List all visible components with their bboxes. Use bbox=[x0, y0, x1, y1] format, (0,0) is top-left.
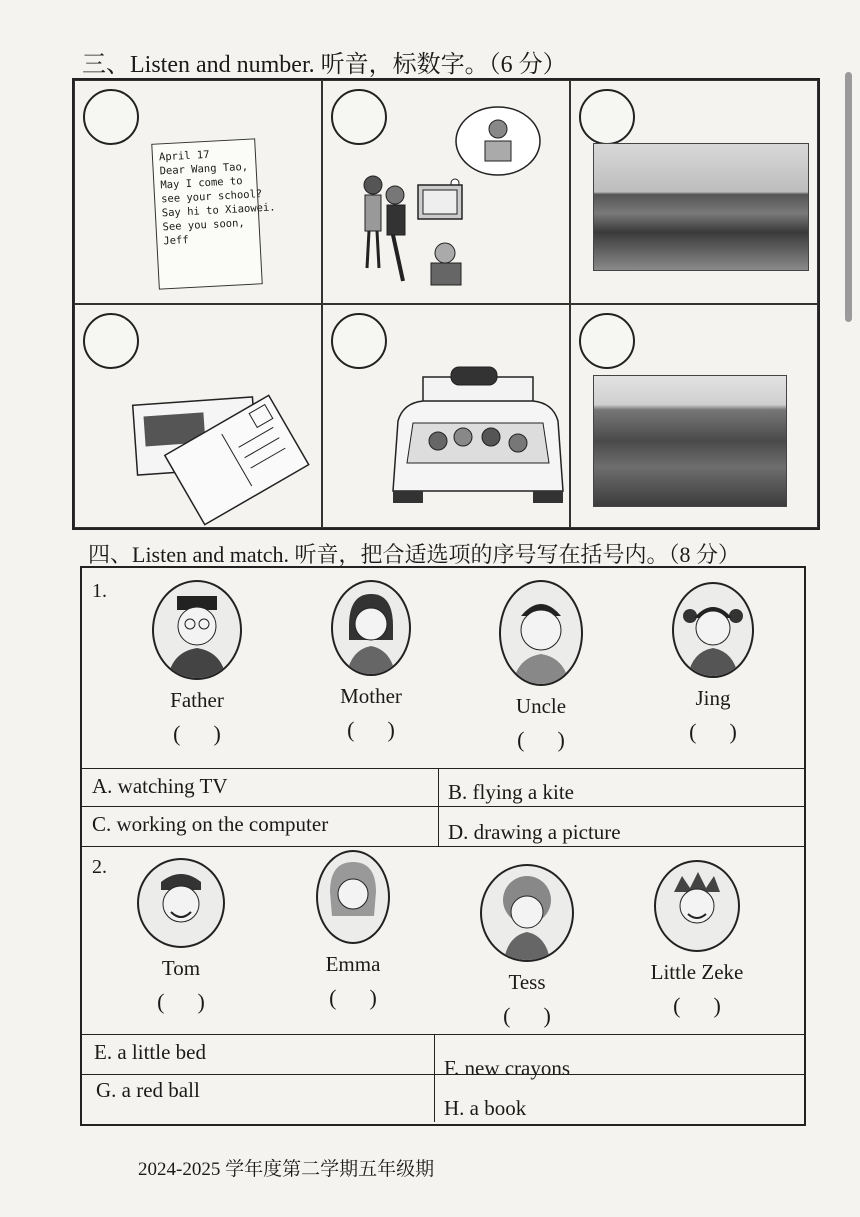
letter-line: May I come to bbox=[160, 175, 243, 192]
group-1-number: 1. bbox=[92, 580, 107, 602]
option-divider bbox=[434, 1034, 435, 1122]
answer-blank[interactable]: ( ) bbox=[689, 719, 737, 744]
picture-computer-kids bbox=[322, 80, 570, 304]
person-emma bbox=[278, 850, 428, 1011]
picture-letter bbox=[74, 80, 322, 304]
answer-blank[interactable]: ( ) bbox=[673, 993, 721, 1018]
person-name: Mother bbox=[340, 684, 402, 708]
option-c: C. working on the computer bbox=[92, 812, 329, 836]
tom-portrait bbox=[137, 858, 225, 948]
letter-line: Say hi to Xiaowei. bbox=[161, 201, 276, 220]
group-2-number: 2. bbox=[92, 856, 107, 878]
number-circle[interactable] bbox=[579, 89, 635, 145]
answer-blank[interactable]: ( ) bbox=[173, 721, 221, 746]
person-little-zeke bbox=[622, 860, 772, 1019]
answer-blank[interactable]: ( ) bbox=[347, 717, 395, 742]
picture-tiananmen bbox=[570, 80, 818, 304]
number-circle[interactable] bbox=[579, 313, 635, 369]
family-car-illustration bbox=[363, 331, 570, 521]
listen-number-grid bbox=[72, 78, 820, 530]
letter-line: see your school? bbox=[160, 188, 263, 206]
tiananmen-photo bbox=[593, 143, 809, 271]
letter-line: Jeff bbox=[163, 234, 189, 248]
divider bbox=[82, 846, 804, 847]
picture-postcard bbox=[74, 304, 322, 528]
letter-line: See you soon, bbox=[162, 217, 246, 234]
tess-portrait bbox=[480, 864, 574, 962]
divider bbox=[82, 806, 804, 807]
option-d: D. drawing a picture bbox=[448, 820, 621, 844]
person-uncle bbox=[466, 580, 616, 753]
letter-line: Dear Wang Tao, bbox=[159, 160, 249, 178]
option-e: E. a little bed bbox=[94, 1040, 206, 1064]
person-tess bbox=[452, 864, 602, 1029]
person-father bbox=[122, 580, 272, 747]
option-a: A. watching TV bbox=[92, 774, 228, 798]
person-name: Emma bbox=[325, 952, 381, 976]
father-portrait bbox=[152, 580, 242, 680]
computer-kids-illustration bbox=[333, 93, 563, 303]
section-3-title: 三、Listen and number. 听音，标数字。（6 分） bbox=[82, 52, 567, 78]
emma-portrait bbox=[316, 850, 390, 944]
postcard-illustration bbox=[125, 361, 322, 528]
option-f: F. new crayons bbox=[444, 1056, 571, 1080]
person-mother bbox=[296, 580, 446, 743]
person-tom bbox=[106, 858, 256, 1015]
person-name: Father bbox=[170, 688, 224, 712]
option-g: G. a red ball bbox=[96, 1078, 200, 1102]
letter-card bbox=[151, 138, 276, 289]
person-name: Little Zeke bbox=[650, 960, 744, 984]
letter-line: April 17 bbox=[158, 148, 210, 164]
person-name: Jing bbox=[695, 686, 731, 710]
picture-forbidden-city bbox=[570, 304, 818, 528]
answer-blank[interactable]: ( ) bbox=[157, 989, 205, 1014]
mother-portrait bbox=[331, 580, 411, 676]
scrollbar[interactable] bbox=[845, 72, 852, 322]
option-b: B. flying a kite bbox=[448, 780, 574, 804]
person-name: Uncle bbox=[515, 694, 567, 718]
footer-text: 2024-2025 学年度第二学期五年级期 bbox=[138, 1159, 435, 1180]
number-circle[interactable] bbox=[83, 89, 139, 145]
person-name: Tess bbox=[508, 970, 546, 994]
jing-portrait bbox=[672, 582, 754, 678]
section-4-title: 四、Listen and match. 听音，把合适选项的序号写在括号内。（8 分） bbox=[88, 542, 741, 567]
uncle-portrait bbox=[499, 580, 583, 686]
person-name: Tom bbox=[161, 956, 201, 980]
divider bbox=[82, 1034, 804, 1035]
little-zeke-portrait bbox=[654, 860, 740, 952]
answer-blank[interactable]: ( ) bbox=[329, 985, 377, 1010]
option-h: H. a book bbox=[444, 1096, 527, 1120]
divider bbox=[82, 1074, 804, 1075]
divider bbox=[82, 768, 804, 769]
forbidden-city-photo bbox=[593, 375, 787, 507]
listen-match-box bbox=[80, 566, 806, 1126]
option-divider bbox=[438, 768, 439, 846]
answer-blank[interactable]: ( ) bbox=[517, 727, 565, 752]
picture-family-car bbox=[322, 304, 570, 528]
answer-blank[interactable]: ( ) bbox=[503, 1003, 551, 1028]
person-jing bbox=[638, 582, 788, 745]
